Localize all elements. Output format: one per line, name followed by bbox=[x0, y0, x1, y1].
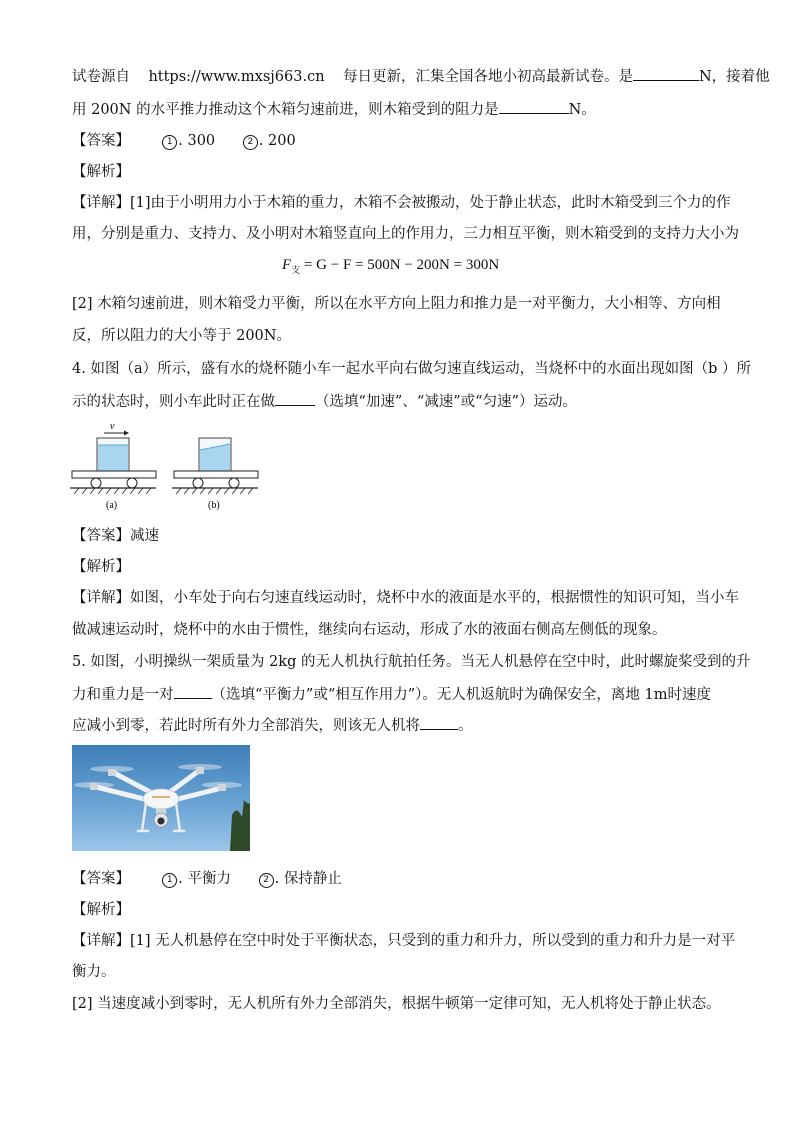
beaker-cart-figure bbox=[68, 418, 268, 516]
answer-line bbox=[72, 526, 159, 546]
answer-blank bbox=[275, 391, 315, 406]
analysis-label: 【解析】 bbox=[72, 164, 130, 180]
detail-text: 反，所以阻力的大小等于 200N。 bbox=[72, 328, 291, 344]
question-text: 示的状态时，则小车此时正在做 bbox=[72, 394, 275, 410]
circled-number: 1 bbox=[162, 873, 177, 888]
motor bbox=[196, 767, 204, 774]
formula-body: = G − F = 500N − 200N = 300N bbox=[300, 257, 500, 273]
source-prefix: 试卷源自 bbox=[72, 69, 130, 85]
drone-image bbox=[72, 745, 250, 851]
detail-text: 【详解】[1]由于小明用力小于木箱的重力，木箱不会被搬动，处于静止状态，此时木箱受到三个力的作 bbox=[72, 195, 731, 211]
drone-body bbox=[143, 789, 179, 809]
answer-value: . 300 bbox=[178, 133, 216, 149]
question-text: 。 bbox=[458, 718, 473, 734]
answer-value: 减速 bbox=[130, 528, 159, 544]
detail-text: 衡力。 bbox=[72, 964, 116, 980]
answer-blank bbox=[633, 66, 699, 81]
question-text: （选填“平衡力”或“相互作用力”）。无人机返航时为确保安全，离地 1m时速度 bbox=[211, 687, 711, 703]
motor bbox=[90, 783, 98, 790]
ground-hatch-b bbox=[176, 488, 253, 494]
question-line bbox=[72, 684, 711, 705]
question-text: 应减小到零，若此时所有外力全部消失，则该无人机将 bbox=[72, 718, 420, 734]
figure-a bbox=[70, 421, 156, 511]
figure-a-label: (a) bbox=[106, 500, 118, 511]
question-text: 用 200N 的水平推力推动这个木箱匀速前进，则木箱受到的阻力是 bbox=[72, 102, 499, 118]
question-5-text: 5. 如图，小明操纵一架质量为 2kg 的无人机执行航拍任务。当无人机悬停在空中时，此时螺旋桨受到的升 bbox=[72, 654, 751, 670]
answer-blank bbox=[499, 99, 569, 114]
detail-text: [2] 当速度减小到零时，无人机所有外力全部消失，根据牛顿第一定律可知，无人机将处于静止状态。 bbox=[72, 996, 721, 1012]
detail-text: 用，分别是重力、支持力、及小明对木箱竖直向上的作用力，三力相互平衡，则木箱受到的支持力大小为 bbox=[72, 226, 739, 242]
question-text: N。 bbox=[568, 102, 596, 118]
answer-label: 【答案】 bbox=[72, 133, 130, 149]
analysis-label: 【解析】 bbox=[72, 559, 130, 575]
wheel-a1 bbox=[91, 478, 101, 488]
analysis-label: 【解析】 bbox=[72, 902, 130, 918]
source-suffix: 每日更新，汇集全国各地小初高最新试卷。是 bbox=[342, 69, 633, 85]
header-line bbox=[72, 66, 770, 87]
figure-b bbox=[172, 438, 258, 511]
detail-text: 【详解】[1] 无人机悬停在空中时处于平衡状态，只受到的重力和升力，所以受到的重力和升力是一对平 bbox=[72, 933, 736, 949]
source-url[interactable]: https://www.mxsj663.cn bbox=[148, 69, 325, 85]
formula-symbol: F bbox=[282, 257, 292, 273]
question-text: N，接着他 bbox=[698, 69, 770, 85]
drone-photo bbox=[72, 745, 250, 851]
detail-text: [2] 木箱匀速前进，则木箱受力平衡，所以在水平方向上阻力和推力是一对平衡力，大小相等、方向相 bbox=[72, 296, 721, 312]
wheel-b2 bbox=[229, 478, 239, 488]
detail-text: 做减速运动时，烧杯中的水由于惯性，继续向右运动，形成了水的液面右侧高左侧低的现象。 bbox=[72, 622, 667, 638]
answer-line bbox=[72, 869, 342, 889]
question-text: （选填“加速”、“减速”或“匀速”）运动。 bbox=[315, 394, 577, 410]
cart-b bbox=[174, 471, 258, 478]
answer-blank bbox=[420, 715, 458, 730]
answer-label: 【答案】 bbox=[72, 528, 130, 544]
circled-number: 1 bbox=[162, 135, 177, 150]
motor bbox=[108, 769, 116, 776]
formula-subscript: 支 bbox=[291, 265, 301, 275]
circled-number: 2 bbox=[259, 873, 274, 888]
cart-a bbox=[72, 471, 156, 478]
answer-label: 【答案】 bbox=[72, 871, 130, 887]
ground-hatch-a bbox=[74, 488, 151, 494]
question-4-text: 4. 如图（a）所示，盛有水的烧杯随小车一起水平向右做匀速直线运动，当烧杯中的水面出现如图（b ）所 bbox=[72, 361, 751, 377]
question-line bbox=[72, 715, 473, 736]
figure-b-label: (b) bbox=[208, 500, 220, 511]
circled-number: 2 bbox=[243, 135, 258, 150]
wheel-a2 bbox=[127, 478, 137, 488]
camera-lens bbox=[158, 818, 165, 825]
detail-text: 【详解】如图，小车处于向右匀速直线运动时，烧杯中水的液面是水平的，根据惯性的知识可知，当小车 bbox=[72, 590, 739, 606]
water-a bbox=[98, 445, 128, 471]
answer-blank bbox=[174, 684, 212, 699]
question-line bbox=[72, 99, 596, 120]
velocity-label: v bbox=[110, 421, 115, 432]
wheel-b1 bbox=[193, 478, 203, 488]
answer-value: . 200 bbox=[258, 133, 296, 149]
support-force-formula bbox=[282, 257, 499, 276]
velocity-arrow-head bbox=[124, 431, 129, 436]
motor bbox=[218, 784, 226, 791]
question-line bbox=[72, 391, 577, 412]
answer-value: . 保持静止 bbox=[274, 871, 342, 887]
answer-line bbox=[72, 131, 296, 151]
answer-value: . 平衡力 bbox=[178, 871, 231, 887]
question-text: 力和重力是一对 bbox=[72, 687, 174, 703]
